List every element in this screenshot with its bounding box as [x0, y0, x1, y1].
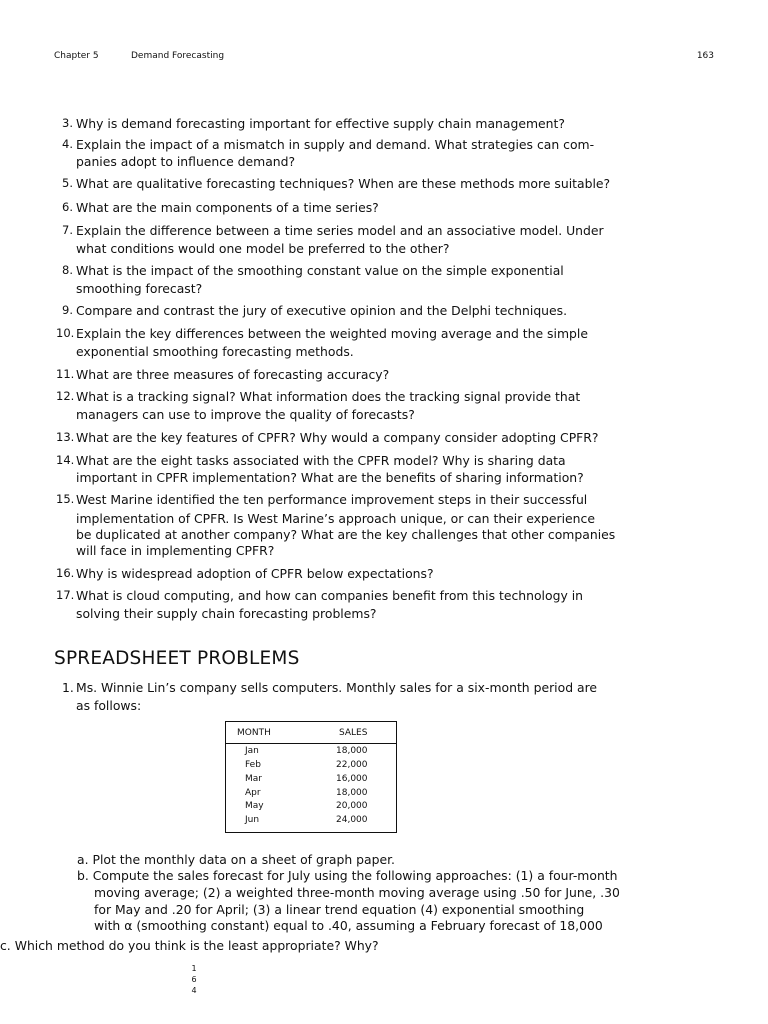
- question-text-line: solving their supply chain forecasting problems?: [76, 606, 377, 621]
- question-text-line: What are qualitative forecasting techniques? When are these methods more suitable?: [76, 176, 611, 191]
- table-cell-sales: 18,000: [336, 746, 368, 756]
- part-b-line: for May and .20 for April; (3) a linear trend equation (4) exponential smoothing: [94, 902, 585, 917]
- table-cell-sales: 22,000: [336, 760, 368, 770]
- question-text-line: What are the main components of a time series?: [76, 200, 379, 215]
- question-text-line: What is a tracking signal? What information does the tracking signal provide that: [76, 389, 581, 404]
- question-number: 6.: [62, 200, 73, 214]
- question-number: 11.: [56, 367, 75, 381]
- question-number: 17.: [56, 588, 75, 602]
- footer-digit: 4: [191, 986, 197, 995]
- problem-text-line: as follows:: [76, 698, 142, 713]
- table-cell-month: May: [245, 801, 264, 811]
- table-cell-sales: 16,000: [336, 774, 368, 784]
- question-number: 3.: [62, 116, 73, 130]
- running-header: [54, 51, 714, 65]
- question-number: 12.: [56, 389, 75, 403]
- table-header-sales: SALES: [339, 728, 368, 738]
- question-number: 7.: [62, 223, 73, 237]
- question-text-line: Explain the key differences between the weighted moving average and the simple: [76, 326, 588, 341]
- table-header-rule: [226, 743, 396, 744]
- table-cell-month: Mar: [245, 774, 262, 784]
- question-text-line: What is cloud computing, and how can companies benefit from this technology in: [76, 588, 584, 603]
- table-cell-month: Jan: [245, 746, 259, 756]
- sales-table: [225, 721, 397, 833]
- question-text-line: panies adopt to influence demand?: [76, 154, 296, 169]
- question-text-line: will face in implementing CPFR?: [76, 543, 275, 558]
- question-text-line: Explain the impact of a mismatch in supply and demand. What strategies can com-: [76, 137, 595, 152]
- question-number: 8.: [62, 263, 73, 277]
- table-cell-sales: 18,000: [336, 788, 368, 798]
- question-text-line: Why is demand forecasting important for effective supply chain management?: [76, 116, 565, 131]
- question-text-line: Compare and contrast the jury of executive opinion and the Delphi techniques.: [76, 303, 568, 318]
- question-text-line: implementation of CPFR. Is West Marine’s approach unique, or can their experience: [76, 511, 595, 526]
- question-number: 9.: [62, 303, 73, 317]
- part-a: a. Plot the monthly data on a sheet of graph paper.: [77, 852, 395, 867]
- question-text-line: smoothing forecast?: [76, 281, 203, 296]
- part-b-line: with α (smoothing constant) equal to .40, assuming a February forecast of 18,000: [94, 918, 603, 933]
- question-text-line: What is the impact of the smoothing constant value on the simple exponential: [76, 263, 564, 278]
- problem-text-line: Ms. Winnie Lin’s company sells computers. Monthly sales for a six-month period are: [76, 680, 598, 695]
- table-header-month: MONTH: [237, 728, 271, 738]
- question-number: 4.: [62, 137, 73, 151]
- part-c: c. Which method do you think is the least appropriate? Why?: [0, 938, 379, 953]
- question-number: 15.: [56, 492, 75, 506]
- problem-number: 1.: [62, 680, 74, 695]
- question-text-line: what conditions would one model be preferred to the other?: [76, 241, 450, 256]
- question-number: 14.: [56, 453, 75, 467]
- question-text-line: What are the key features of CPFR? Why would a company consider adopting CPFR?: [76, 430, 599, 445]
- footer-digit: 6: [191, 975, 197, 984]
- question-text-line: important in CPFR implementation? What are the benefits of sharing information?: [76, 470, 584, 485]
- question-text-line: be duplicated at another company? What are the key challenges that other companies: [76, 527, 616, 542]
- page-number: 163: [696, 51, 714, 61]
- footer-page-number: [190, 963, 198, 996]
- question-text-line: Explain the difference between a time series model and an associative model. Under: [76, 223, 604, 238]
- part-b-line: moving average; (2) a weighted three-month moving average using .50 for June, .30: [94, 885, 620, 900]
- question-text-line: managers can use to improve the quality of forecasts?: [76, 407, 415, 422]
- question-text-line: What are the eight tasks associated with the CPFR model? Why is sharing data: [76, 453, 566, 468]
- table-cell-month: Feb: [245, 760, 261, 770]
- chapter-title: Demand Forecasting: [131, 51, 225, 61]
- question-text-line: What are three measures of forecasting accuracy?: [76, 367, 390, 382]
- question-number: 5.: [62, 176, 73, 190]
- question-number: 16.: [56, 566, 75, 580]
- table-cell-sales: 24,000: [336, 815, 368, 825]
- question-number: 10.: [56, 326, 75, 340]
- table-cell-month: Jun: [245, 815, 260, 825]
- part-b-line: b. Compute the sales forecast for July using the following approaches: (1) a four-month: [77, 868, 618, 883]
- table-cell-month: Apr: [245, 788, 261, 798]
- table-cell-sales: 20,000: [336, 801, 368, 811]
- section-title: SPREADSHEET PROBLEMS: [54, 648, 300, 669]
- chapter-label: Chapter 5: [54, 51, 99, 61]
- question-number: 13.: [56, 430, 75, 444]
- question-text-line: Why is widespread adoption of CPFR below expectations?: [76, 566, 434, 581]
- question-text-line: West Marine identified the ten performance improvement steps in their successful: [76, 492, 588, 507]
- footer-digit: 1: [191, 964, 197, 973]
- question-text-line: exponential smoothing forecasting methods.: [76, 344, 354, 359]
